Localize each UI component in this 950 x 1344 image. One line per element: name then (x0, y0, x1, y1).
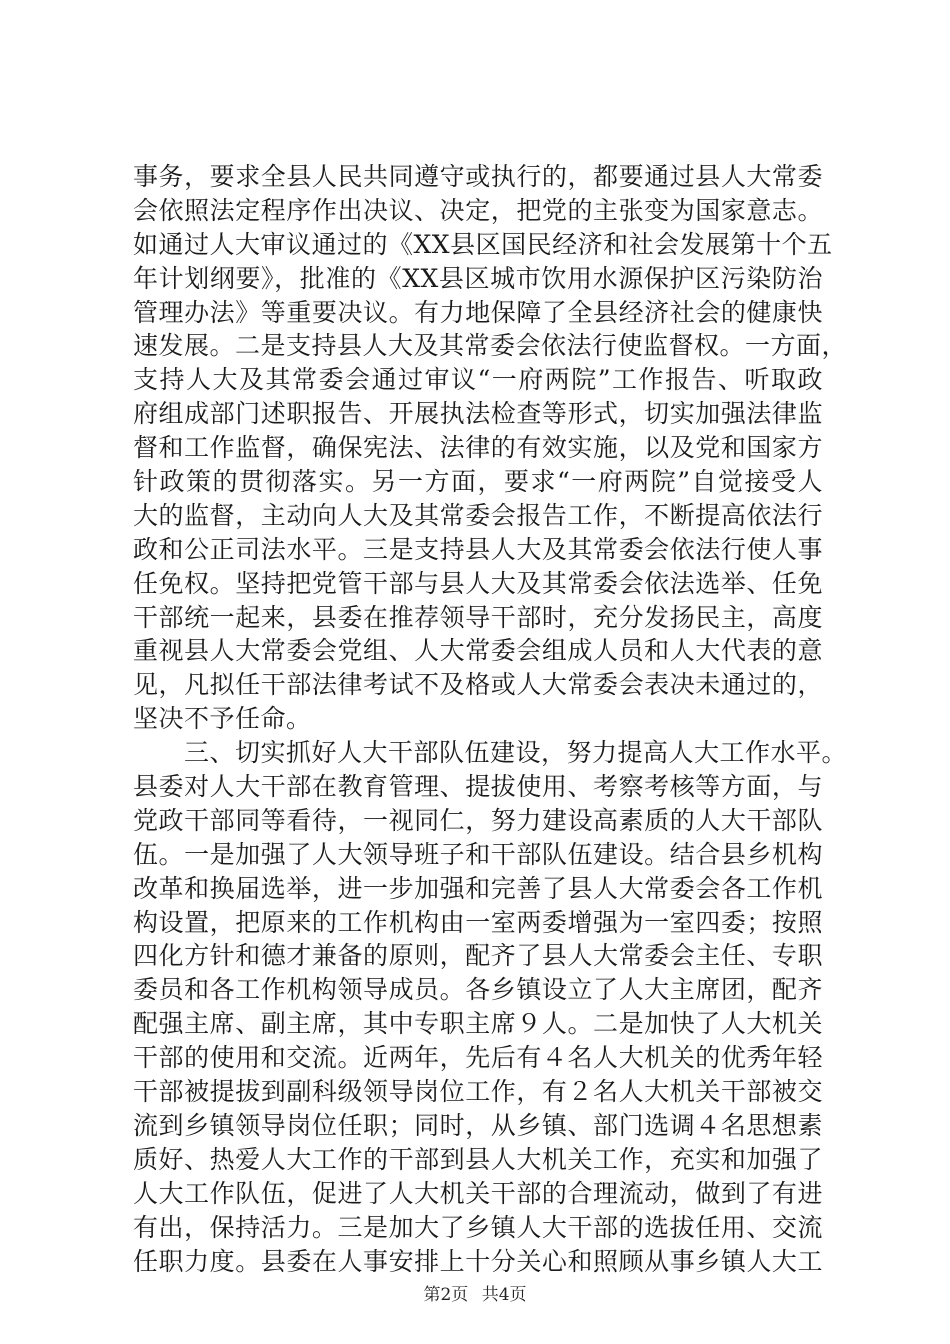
body-text (133, 160, 848, 1278)
text-line: 如通过人大审议通过的《XX县区国民经济和社会发展第十个五 (133, 229, 833, 259)
text-line: 针政策的贯彻落实。另一方面，要求“一府两院”自觉接受人 (133, 467, 823, 497)
text-line: 支持人大及其常委会通过审议“一府两院”工作报告、听取政 (133, 365, 823, 395)
text-line: 干部统一起来，县委在推荐领导干部时，充分发扬民主，高度 (133, 602, 823, 632)
text-line: 督和工作监督，确保宪法、法律的有效实施，以及党和国家方 (133, 433, 823, 463)
text-line: 委员和各工作机构领导成员。各乡镇设立了人大主席团，配齐 (133, 975, 823, 1005)
page-total: 共4页 (481, 1285, 527, 1305)
text-line: 坚决不予任命。 (133, 704, 312, 734)
text-line: 政和公正司法水平。三是支持县人大及其常委会依法行使人事 (133, 534, 823, 564)
text-line: 人大工作队伍，促进了人大机关干部的合理流动，做到了有进 (133, 1178, 823, 1208)
text-line: 事务，要求全县人民共同遵守或执行的，都要通过县人大常委 (133, 162, 823, 191)
text-line: 县委对人大干部在教育管理、提拔使用、考察考核等方面，与 (133, 772, 823, 802)
text-line: 质好、热爱人大工作的干部到县人大机关工作，充实和加强了 (133, 1144, 823, 1174)
text-line: 会依照法定程序作出决议、决定，把党的主张变为国家意志。 (133, 195, 823, 225)
text-line: 重视县人大常委会党组、人大常委会组成人员和人大代表的意 (133, 636, 823, 666)
text-line: 伍。一是加强了人大领导班子和干部队伍建设。结合县乡机构 (133, 839, 823, 869)
text-line: 见，凡拟任干部法律考试不及格或人大常委会表决未通过的， (133, 670, 823, 700)
text-line: 构设置，把原来的工作机构由一室两委增强为一室四委；按照 (133, 907, 823, 937)
text-line: 流到乡镇领导岗位任职；同时，从乡镇、部门选调４名思想素 (133, 1110, 823, 1140)
text-line: 三、切实抓好人大干部队伍建设，努力提高人大工作水平。 (133, 738, 848, 768)
text-line: 管理办法》等重要决议。有力地保障了全县经济社会的健康快 (133, 297, 823, 327)
text-line: 干部被提拔到副科级领导岗位工作，有２名人大机关干部被交 (133, 1077, 823, 1107)
text-line: 改革和换届选举，进一步加强和完善了县人大常委会各工作机 (133, 873, 823, 903)
page-number: 第2页 (423, 1285, 469, 1305)
text-line: 党政干部同等看待，一视同仁，努力建设高素质的人大干部队 (133, 805, 823, 835)
page-footer (0, 1280, 950, 1305)
text-line: 干部的使用和交流。近两年，先后有４名人大机关的优秀年轻 (133, 1043, 823, 1073)
text-line: 速发展。二是支持县人大及其常委会依法行使监督权。一方面， (133, 331, 848, 361)
text-line: 年计划纲要》，批准的《XX县区城市饮用水源保护区污染防治 (133, 263, 823, 293)
text-line: 任职力度。县委在人事安排上十分关心和照顾从事乡镇人大工 (133, 1246, 823, 1276)
text-line: 配强主席、副主席，其中专职主席９人。二是加快了人大机关 (133, 1009, 823, 1039)
text-line: 任免权。坚持把党管干部与县人大及其常委会依法选举、任免 (133, 568, 823, 598)
text-line: 大的监督，主动向人大及其常委会报告工作，不断提高依法行 (133, 500, 823, 530)
text-line: 四化方针和德才兼备的原则，配齐了县人大常委会主任、专职 (133, 941, 823, 971)
text-line: 府组成部门述职报告、开展执法检查等形式，切实加强法律监 (133, 399, 823, 429)
text-line: 有出，保持活力。三是加大了乡镇人大干部的选拔任用、交流 (133, 1212, 823, 1242)
